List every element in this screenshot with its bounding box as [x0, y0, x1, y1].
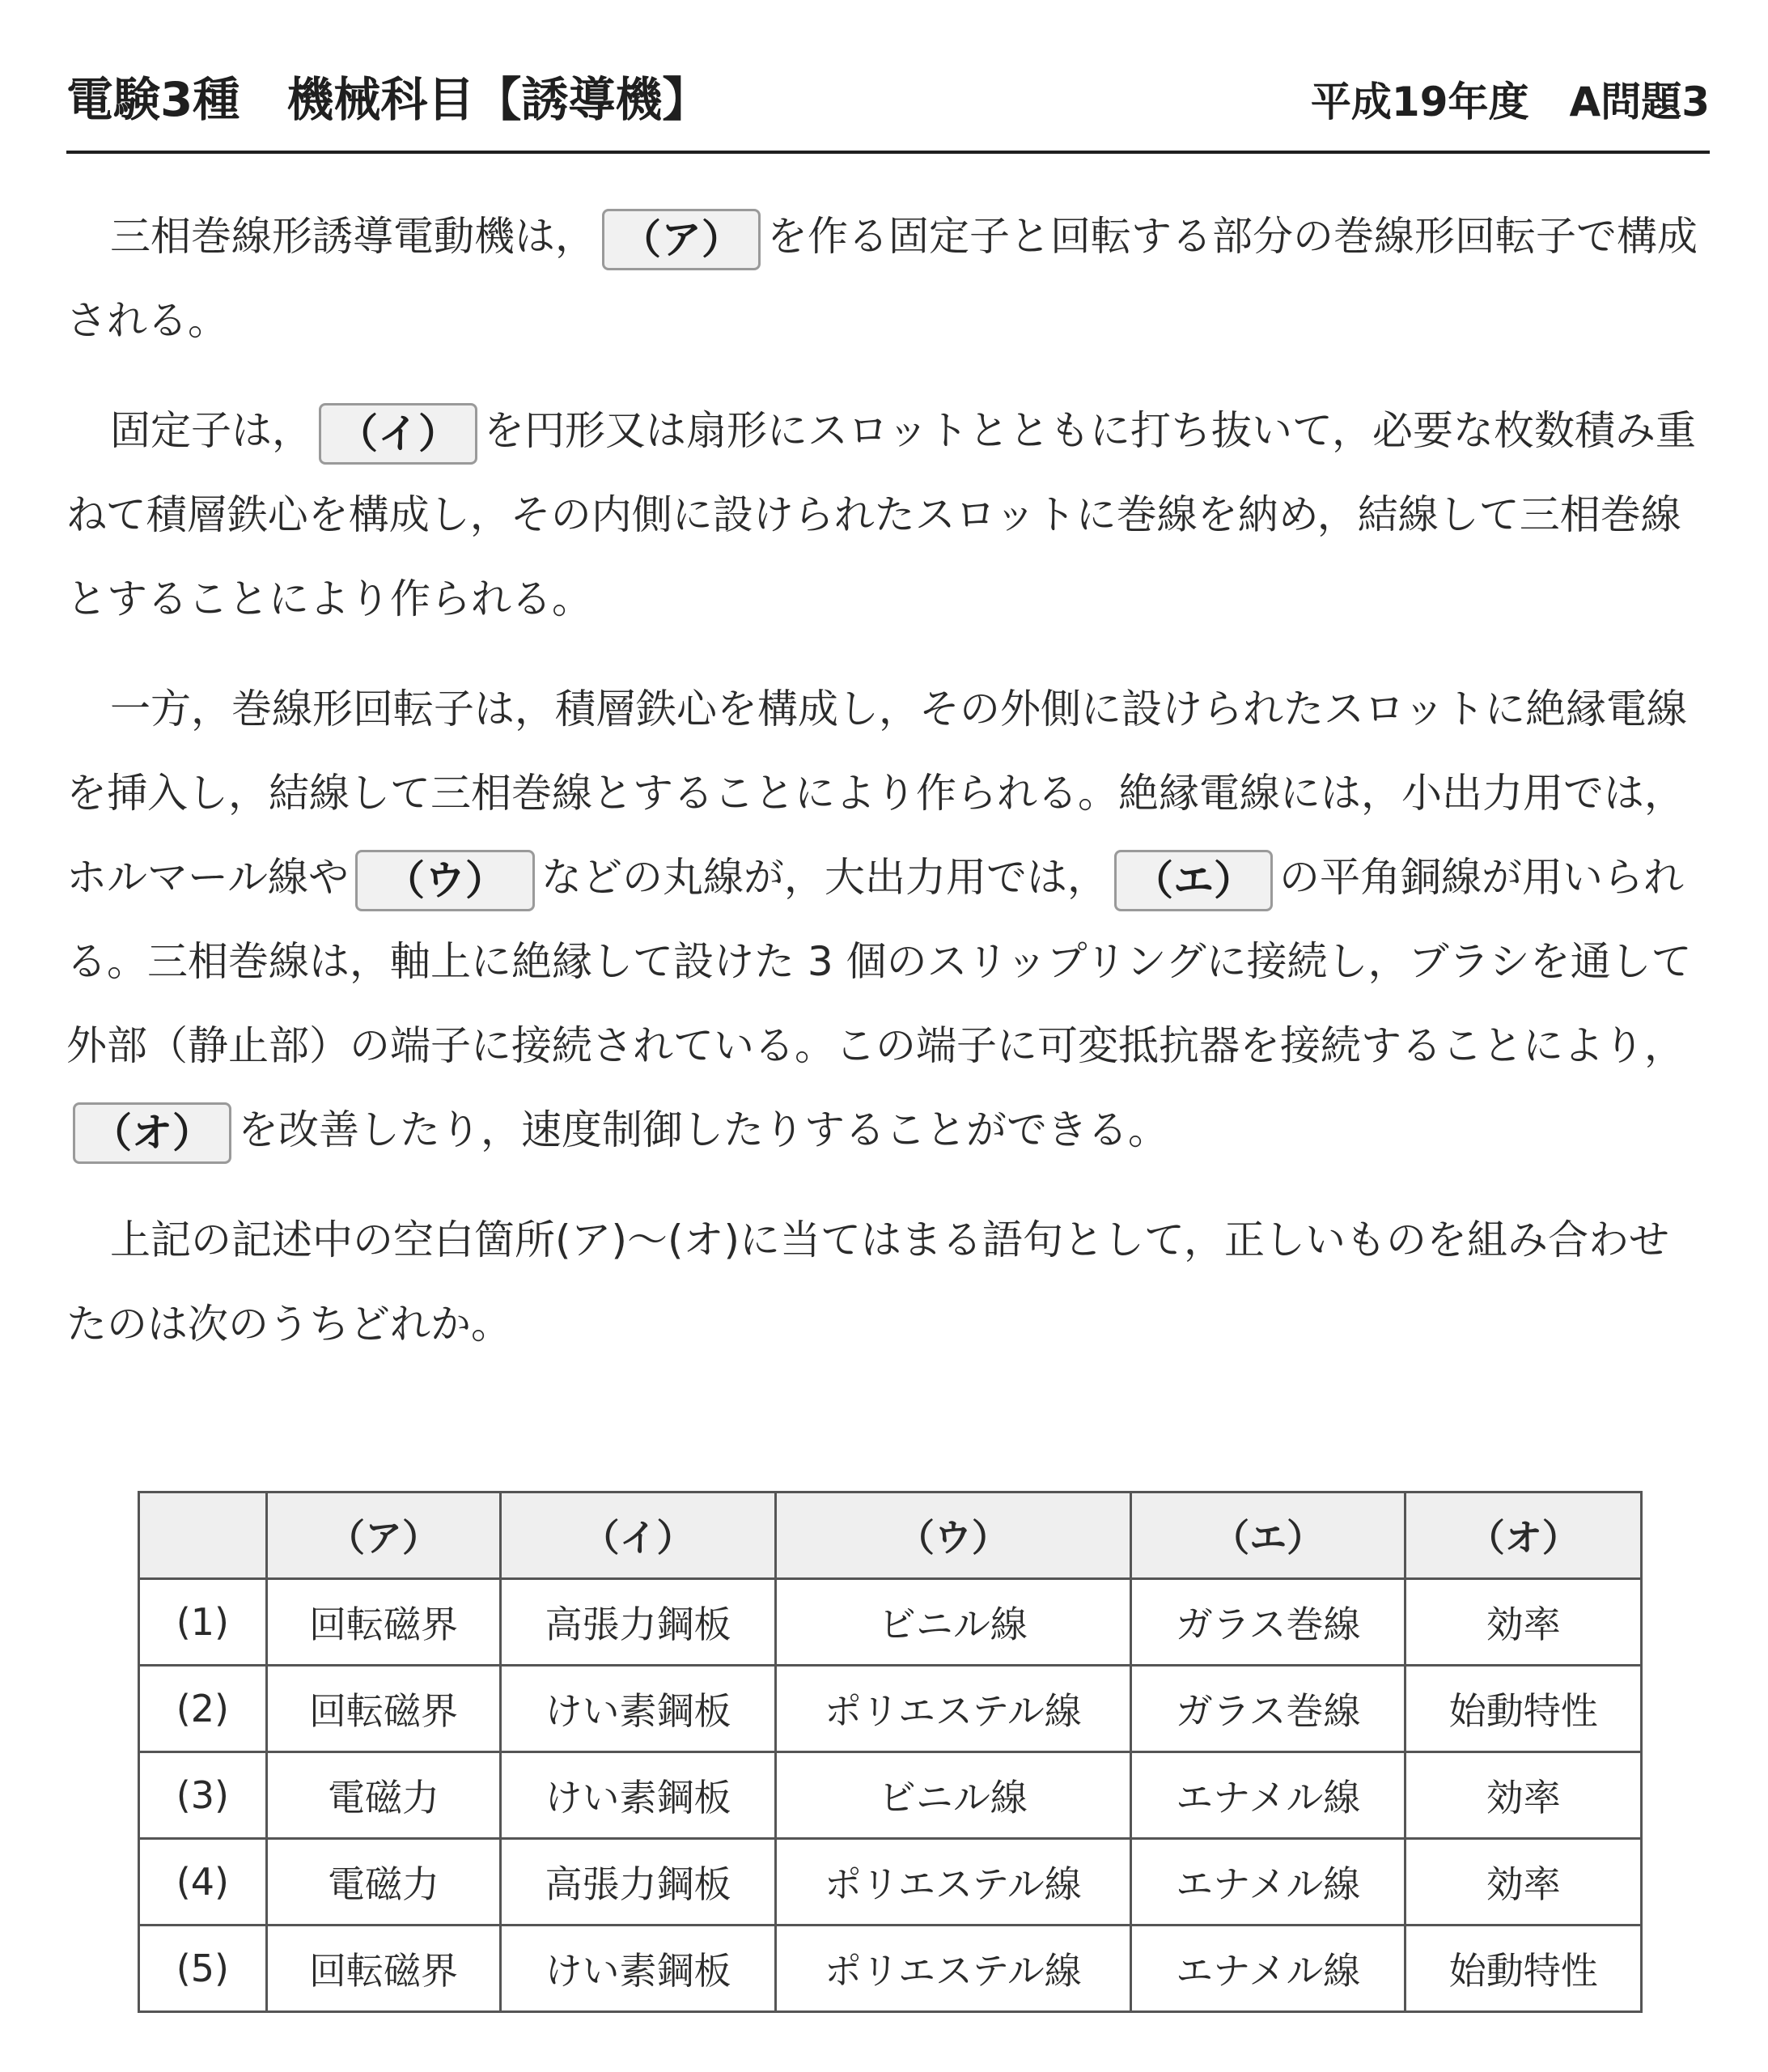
blank-b: （イ） [319, 403, 477, 465]
table-cell: エナメル線 [1130, 1839, 1405, 1926]
paragraph-1-text-a: 三相巻線形誘導電動機は， [110, 213, 596, 260]
paragraph-3-text-b: などの丸線が，大出力用では， [541, 854, 1108, 901]
table-cell: 高張力鋼板 [501, 1579, 775, 1666]
table-row [139, 1666, 1642, 1752]
table-row [139, 1752, 1642, 1839]
option-number: (3) [139, 1752, 267, 1839]
table-cell: ポリエステル線 [775, 1926, 1130, 2012]
table-cell: 高張力鋼板 [501, 1839, 775, 1926]
table-cell: 始動特性 [1405, 1926, 1642, 2012]
answer-table [138, 1491, 1643, 2013]
table-cell: ビニル線 [775, 1752, 1130, 1839]
option-number: (2) [139, 1666, 267, 1752]
table-cell: ガラス巻線 [1130, 1579, 1405, 1666]
exam-info: 平成19年度 A問題3 [1310, 79, 1710, 125]
blank-e: （オ） [73, 1102, 231, 1164]
header-cell-d: （エ） [1130, 1492, 1405, 1579]
option-number: (5) [139, 1926, 267, 2012]
table-cell: 効率 [1405, 1752, 1642, 1839]
table-row [139, 1839, 1642, 1926]
table-row [139, 1926, 1642, 2012]
header-cell-e: （オ） [1405, 1492, 1642, 1579]
option-number: (1) [139, 1579, 267, 1666]
table-cell: ポリエステル線 [775, 1666, 1130, 1752]
header-cell-b: （イ） [501, 1492, 775, 1579]
paragraph-4 [66, 1198, 1710, 1366]
table-cell: けい素鋼板 [501, 1752, 775, 1839]
table-cell: ポリエステル線 [775, 1839, 1130, 1926]
table-cell: ビニル線 [775, 1579, 1130, 1666]
table-cell: 回転磁界 [266, 1579, 501, 1666]
table-cell: 電磁力 [266, 1752, 501, 1839]
table-cell: エナメル線 [1130, 1926, 1405, 2012]
header-cell-a: （ア） [266, 1492, 501, 1579]
table-header-row [139, 1492, 1642, 1579]
paragraph-4-text: 上記の記述中の空白箇所(ア)～(オ)に当てはまる語句として，正しいものを組み合わせたのは次のうちどれか。 [66, 1216, 1670, 1348]
table-cell: 効率 [1405, 1579, 1642, 1666]
paragraph-2-text-b: を円形又は扇形にスロットとともに打ち抜いて，必要な枚数積み重ねて積層鉄心を構成し，その内側に設けられたスロットに巻線を納め，結線して三相巻線とすることにより作られる。 [66, 407, 1696, 622]
table-cell: けい素鋼板 [501, 1926, 775, 2012]
page-header [66, 57, 1710, 154]
table-cell: 回転磁界 [266, 1926, 501, 2012]
paragraph-3-text-c: の平角銅線が用いられる。三相巻線は，軸上に絶縁して設けた 3 個のスリップリングに接続し，ブラシを通して外部（静止部）の端子に接続されている。この端子に可変抵抗器を接続することにより， [66, 854, 1692, 1069]
question-body [66, 194, 1710, 1392]
paragraph-2 [66, 388, 1710, 641]
paragraph-1 [66, 194, 1710, 363]
table-cell: 電磁力 [266, 1839, 501, 1926]
header-divider [66, 151, 1710, 154]
paragraph-1-text-b: を作る固定子と回転する部分の巻線形回転子で構成される。 [66, 213, 1698, 344]
table-cell: けい素鋼板 [501, 1666, 775, 1752]
header-cell-blank [139, 1492, 267, 1579]
table-cell: 効率 [1405, 1839, 1642, 1926]
blank-d: （エ） [1114, 850, 1273, 911]
blank-c: （ウ） [355, 850, 535, 911]
paragraph-3-text-d: を改善したり，速度制御したりすることができる。 [238, 1106, 1168, 1153]
table-cell: エナメル線 [1130, 1752, 1405, 1839]
option-number: (4) [139, 1839, 267, 1926]
table-row [139, 1579, 1642, 1666]
page-title: 電験3種 機械科目【誘導機】 [66, 72, 710, 127]
paragraph-3-text-a: 一方，巻線形回転子は，積層鉄心を構成し，その外側に設けられたスロットに絶縁電線を挿入し，結線して三相巻線とすることにより作られる。絶縁電線には，小出力用では，ホルマール線や [66, 686, 1687, 901]
table-cell: 回転磁界 [266, 1666, 501, 1752]
paragraph-3 [66, 667, 1710, 1172]
table-cell: ガラス巻線 [1130, 1666, 1405, 1752]
header-cell-c: （ウ） [775, 1492, 1130, 1579]
blank-a: （ア） [602, 209, 761, 270]
paragraph-2-text-a: 固定子は， [110, 407, 312, 454]
table-cell: 始動特性 [1405, 1666, 1642, 1752]
